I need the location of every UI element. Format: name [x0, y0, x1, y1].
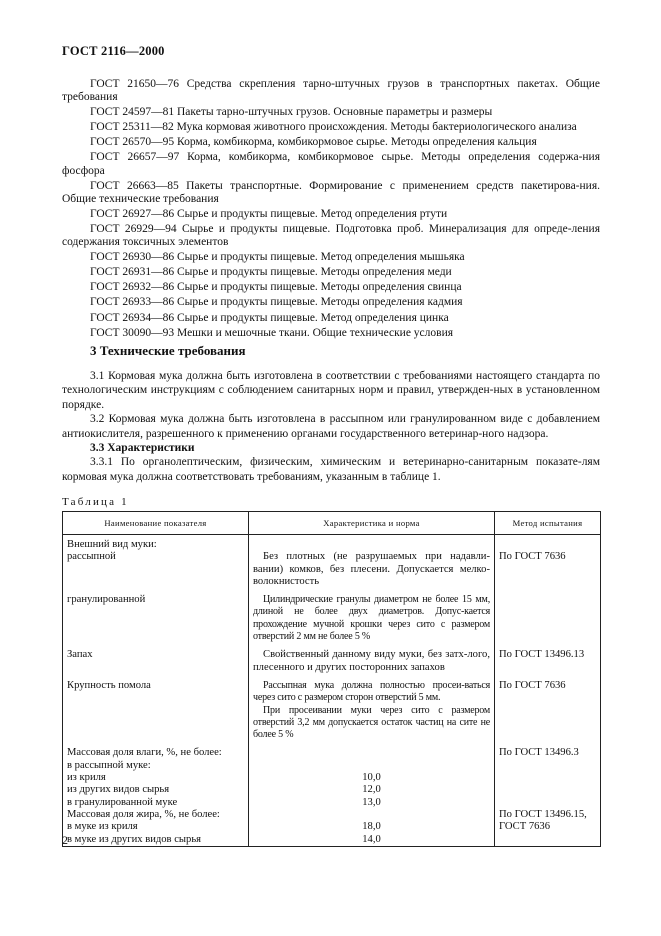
- cell: [249, 594, 495, 643]
- cell: гранулированной: [63, 594, 249, 643]
- norm-text-span: Цилиндрические гранулы диаметром не более 15 мм, длиной не более двух диаметров. Допус-кается прохождение мучной крошки через сито с размером отверстий 2 мм не более 5 %: [253, 594, 490, 643]
- table-row: [63, 797, 601, 809]
- cell: По ГОСТ 13496.13: [495, 649, 601, 674]
- cell: рассыпной: [63, 551, 249, 588]
- cell: 12,0: [249, 784, 495, 796]
- norm-text-span: При просеивании муки через сито с размером отверстий 3,2 мм допускается остаток частиц на сите не более 5 %: [253, 704, 490, 741]
- cell: 18,0: [249, 821, 495, 833]
- cell: [495, 760, 601, 772]
- norm-text-span: Рассыпная мука должна полностью просеи-ваться через сито с размером сторон отверстий 5 мм.: [253, 679, 490, 704]
- reference-item: ГОСТ 26930—86 Сырье и продукты пищевые. Метод определения мышьяка: [90, 251, 465, 264]
- table-row: [63, 680, 601, 741]
- paragraph-3-3-1: 3.3.1 По органолептическим, физическим, химическим и ветеринарно-санитарным показате-лям кормовая мука должна соответствовать требованиям, указанным в таблице 1.: [62, 456, 600, 483]
- cell: [249, 747, 495, 759]
- table-row: [63, 760, 601, 772]
- cell: [495, 535, 601, 552]
- reference-item: ГОСТ 26934—86 Сырье и продукты пищевые. Метод определения цинка: [90, 311, 449, 324]
- cell: [249, 760, 495, 772]
- cell: Крупность помола: [63, 680, 249, 741]
- cell: По ГОСТ 7636: [495, 680, 601, 741]
- cell: [249, 680, 495, 741]
- cell: из криля: [63, 772, 249, 784]
- section-title: 3 Технические требования: [90, 343, 246, 358]
- table-row: [63, 594, 601, 643]
- table-row: [63, 747, 601, 759]
- cell: в гранулированной муке: [63, 797, 249, 809]
- cell: 10,0: [249, 772, 495, 784]
- cell: 14,0: [249, 834, 495, 847]
- reference-item: ГОСТ 26657—97 Корма, комбикорма, комбикормовое сырье. Методы определения содержа-ния фосфора: [62, 151, 600, 177]
- cell: По ГОСТ 7636: [495, 551, 601, 588]
- cell: [249, 535, 495, 552]
- cell: Массовая доля влаги, %, не более:: [63, 747, 249, 759]
- reference-item: ГОСТ 26931—86 Сырье и продукты пищевые. Методы определения меди: [90, 266, 452, 279]
- table-row: [63, 649, 601, 674]
- page-number: 2: [62, 833, 68, 847]
- table-row: [63, 834, 601, 847]
- table-row: [63, 551, 601, 588]
- cell: в муке из других видов сырья: [63, 834, 249, 847]
- reference-item: ГОСТ 26927—86 Сырье и продукты пищевые. Метод определения ртути: [90, 207, 448, 220]
- cell: [249, 809, 495, 821]
- cell: из других видов сырья: [63, 784, 249, 796]
- norm-text: [253, 680, 490, 705]
- requirements-table: [62, 511, 601, 847]
- cell: Внешний вид муки:: [63, 535, 249, 552]
- norm-text: Без плотных (не разрушаемых при надавли-вании) комков, без плесени. Допускается мелко-волокнистость: [253, 551, 490, 587]
- paragraph-3-1: 3.1 Кормовая мука должна быть изготовлена в соответствии с требованиями настоящего стандарта по технологическим инструкциям с соблюдением санитарных норм и правил, утвержден-ных в установленном порядке.: [62, 370, 600, 411]
- cell: [495, 594, 601, 643]
- cell: 13,0: [249, 797, 495, 809]
- paragraph-3-2: 3.2 Кормовая мука должна быть изготовлена в рассыпном или гранулированном виде с добавлением антиокислителя, разрешенного к применению органами государственного ветеринар-ного надзора.: [62, 413, 600, 440]
- reference-item: ГОСТ 26929—94 Сырье и продукты пищевые. Подготовка проб. Минерализация для опреде-ления содержания токсичных элементов: [62, 222, 600, 249]
- norm-text: [253, 594, 490, 643]
- cell: [249, 551, 495, 588]
- cell: в муке из криля: [63, 821, 249, 833]
- reference-item: ГОСТ 21650—76 Средства скрепления тарно-штучных грузов в транспортных пакетах. Общие требования: [62, 78, 600, 104]
- cell: в рассыпной муке:: [63, 760, 249, 772]
- table-row: [63, 809, 601, 821]
- table-row: [63, 772, 601, 784]
- cell: [495, 772, 601, 784]
- norm-text: Свойственный данному виду муки, без затх-лого, плесенного и других посторонних запахов: [253, 649, 490, 673]
- reference-item: ГОСТ 24597—81 Пакеты тарно-штучных грузов. Основные параметры и размеры: [90, 106, 493, 119]
- normative-references-list: [62, 78, 600, 342]
- standard-header: ГОСТ 2116—2000: [62, 44, 165, 58]
- reference-item: ГОСТ 26570—95 Корма, комбикорма, комбикормовое сырье. Методы определения кальция: [90, 136, 537, 149]
- section-body: [62, 369, 600, 484]
- header-indicator: Наименование показателя: [63, 512, 249, 535]
- cell: [249, 649, 495, 674]
- cell: [495, 834, 601, 847]
- table-caption: Таблица 1: [62, 496, 129, 508]
- table-row: [63, 535, 601, 552]
- cell: Запах: [63, 649, 249, 674]
- subsection-title: 3.3 Характеристики: [90, 442, 195, 455]
- reference-item: ГОСТ 30090—93 Мешки и мешочные ткани. Общие технические условия: [90, 326, 454, 339]
- cell: По ГОСТ 13496.15,: [495, 809, 601, 821]
- reference-item: ГОСТ 26663—85 Пакеты транспортные. Формирование с применением средств пакетирова-ния. Общие технические требования: [62, 179, 600, 205]
- cell: Массовая доля жира, %, не более:: [63, 809, 249, 821]
- cell: [495, 797, 601, 809]
- table-row: [63, 821, 601, 833]
- cell: [495, 784, 601, 796]
- reference-item: ГОСТ 26933—86 Сырье и продукты пищевые. Методы определения кадмия: [90, 296, 463, 309]
- cell: По ГОСТ 13496.3: [495, 747, 601, 759]
- reference-item: ГОСТ 26932—86 Сырье и продукты пищевые. Методы определения свинца: [90, 281, 462, 294]
- norm-text: [253, 705, 490, 742]
- table-row: [63, 784, 601, 796]
- header-norm: Характеристика и норма: [249, 512, 495, 535]
- reference-item: ГОСТ 25311—82 Мука кормовая животного происхождения. Методы бактериологического анализа: [90, 121, 577, 134]
- cell: ГОСТ 7636: [495, 821, 601, 833]
- table-header-row: [63, 512, 601, 535]
- header-method: Метод испытания: [495, 512, 601, 535]
